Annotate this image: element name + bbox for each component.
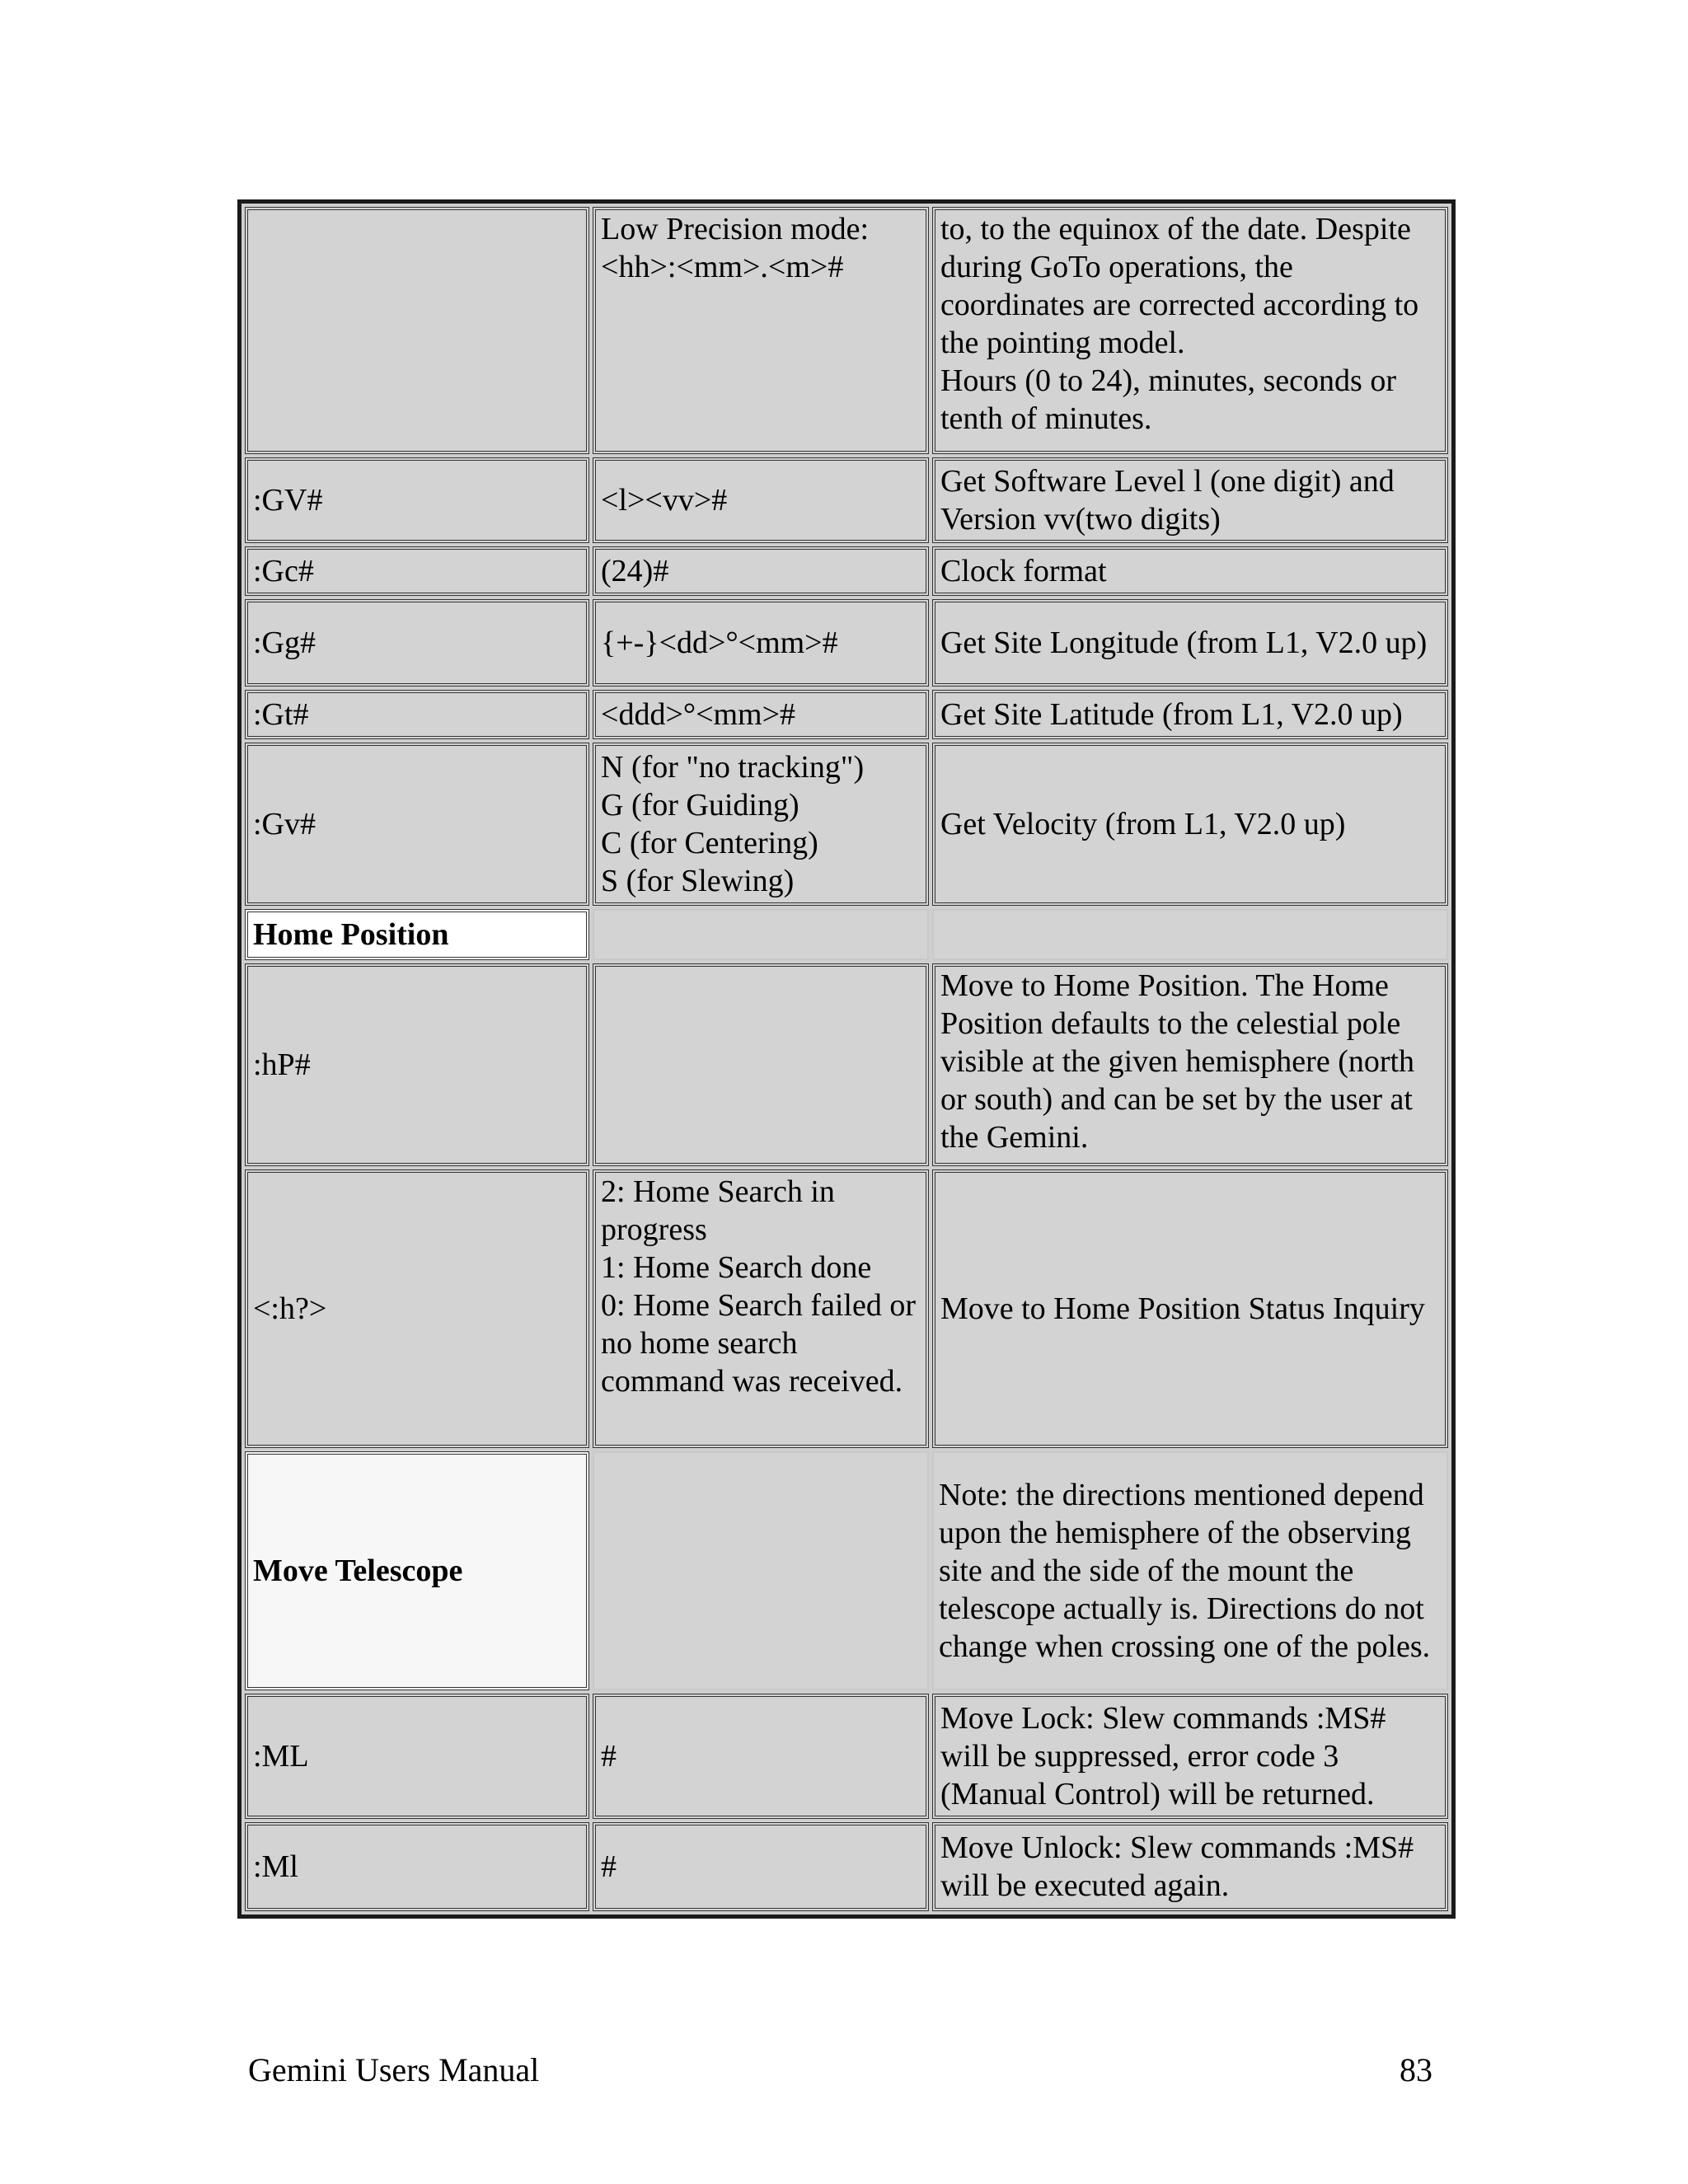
command-cell: :GV# (245, 457, 589, 543)
table-row (245, 1169, 1448, 1448)
footer-title: Gemini Users Manual (248, 2051, 540, 2088)
command-cell (245, 207, 589, 454)
section-row (245, 909, 1448, 960)
table-row (245, 690, 1448, 739)
command-cell: :Gc# (245, 546, 589, 596)
description-cell: Get Site Latitude (from L1, V2.0 up) (932, 690, 1448, 739)
table-row (245, 457, 1448, 543)
empty-cell (932, 909, 1448, 960)
command-cell: :hP# (245, 963, 589, 1166)
description-cell: Move Unlock: Slew commands :MS# will be executed again. (932, 1822, 1448, 1911)
command-cell: :Gt# (245, 690, 589, 739)
description-cell: Get Site Longitude (from L1, V2.0 up) (932, 599, 1448, 687)
response-cell: # (593, 1694, 929, 1819)
table-row (245, 599, 1448, 687)
section-row (245, 1451, 1448, 1690)
description-cell: Get Velocity (from L1, V2.0 up) (932, 743, 1448, 906)
response-cell: {+-}<dd>°<mm># (593, 599, 929, 687)
response-cell: <ddd>°<mm># (593, 690, 929, 739)
description-cell: to, to the equinox of the date. Despite during GoTo operations, the coordinates are corrected according to the pointing model. Hours (0 to 24), minutes, seconds or tenth of minutes. (932, 207, 1448, 454)
response-cell: (24)# (593, 546, 929, 596)
description-cell: Clock format (932, 546, 1448, 596)
section-heading: Home Position (245, 909, 589, 960)
response-cell: 2: Home Search in progress 1: Home Search done 0: Home Search failed or no home search command was received. (593, 1169, 929, 1448)
response-cell: Low Precision mode: <hh>:<mm>.<m># (593, 207, 929, 454)
command-cell: :Gg# (245, 599, 589, 687)
description-cell: Move Lock: Slew commands :MS# will be suppressed, error code 3 (Manual Control) will be returned. (932, 1694, 1448, 1819)
table-row (245, 743, 1448, 906)
response-cell: N (for "no tracking") G (for Guiding) C (for Centering) S (for Slewing) (593, 743, 929, 906)
table-row (245, 207, 1448, 454)
response-cell (593, 963, 929, 1166)
response-cell: <l><vv># (593, 457, 929, 543)
empty-cell (593, 909, 929, 960)
empty-cell (593, 1451, 929, 1690)
page-number: 83 (1400, 2051, 1432, 2088)
command-table (237, 199, 1456, 1919)
table-row (245, 1822, 1448, 1911)
command-cell: :Gv# (245, 743, 589, 906)
note-cell: Note: the directions mentioned depend upon the hemisphere of the observing site and the side of the mount the telescope actually is. Directions do not change when crossing one of the poles. (932, 1451, 1448, 1690)
section-heading: Move Telescope (245, 1451, 589, 1690)
description-cell: Move to Home Position Status Inquiry (932, 1169, 1448, 1448)
command-cell: :Ml (245, 1822, 589, 1911)
table-row (245, 1694, 1448, 1819)
description-cell: Move to Home Position. The Home Position defaults to the celestial pole visible at the given hemisphere (north or south) and can be set by the user at the Gemini. (932, 963, 1448, 1166)
response-cell: # (593, 1822, 929, 1911)
command-cell: <:h?> (245, 1169, 589, 1448)
table-row (245, 546, 1448, 596)
table-row (245, 963, 1448, 1166)
command-cell: :ML (245, 1694, 589, 1819)
description-cell: Get Software Level l (one digit) and Version vv(two digits) (932, 457, 1448, 543)
